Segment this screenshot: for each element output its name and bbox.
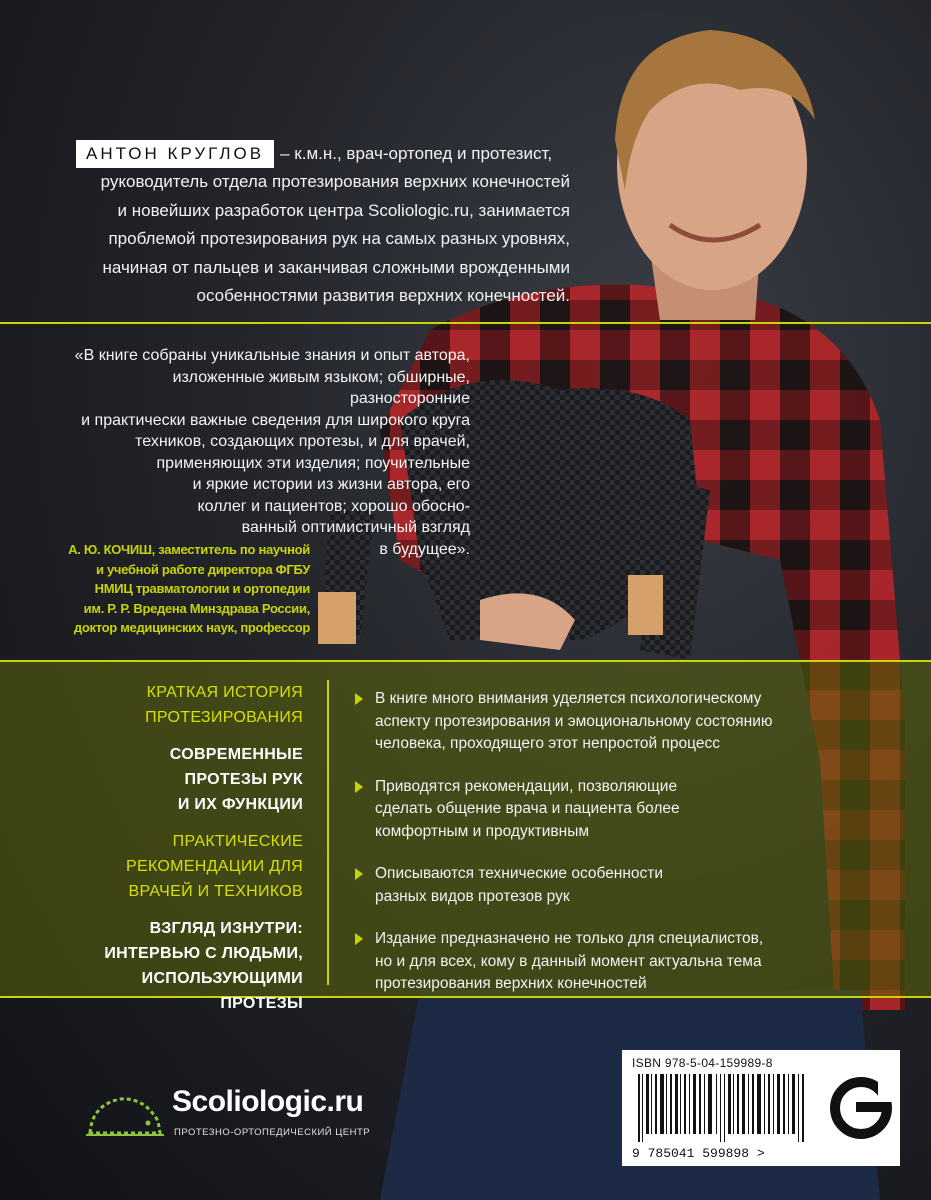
attribution-line: и учебной работе директора ФГБУ	[95, 561, 310, 577]
topic-line: ВЗГЛЯД ИЗНУТРИ:	[149, 920, 303, 937]
bullet-item	[355, 863, 805, 908]
quote-attribution	[60, 540, 310, 638]
quote-line: и практически важные сведения для широкого круга	[81, 411, 470, 429]
quote-line: в будущее».	[379, 540, 470, 558]
bullet-line: Описываются технические особенности	[375, 865, 664, 882]
author-bio	[60, 168, 570, 311]
topic-item	[60, 680, 303, 730]
bullet-item	[355, 688, 805, 756]
topic-line: РЕКОМЕНДАЦИИ ДЛЯ	[126, 858, 303, 875]
logo-name: Scoliologic.ru	[172, 1085, 364, 1118]
bullet-item	[355, 928, 805, 996]
bio-line: и новейших разработок центра Scoliologic.ru, занимается	[117, 200, 570, 220]
scoliologic-logo	[82, 1085, 371, 1150]
bullet-line: сделать общение врача и пациента более	[375, 800, 680, 817]
quote-line: применяющих эти изделия; поучительные	[156, 454, 470, 472]
topic-line: КРАТКАЯ ИСТОРИЯ	[146, 684, 303, 701]
isbn-block	[622, 1050, 900, 1166]
quote-line: и яркие истории из жизни автора, его	[192, 476, 470, 493]
barcode-digits: 9 785041 599898 >	[632, 1146, 765, 1161]
attribution-line: доктор медицинских наук, профессор	[73, 620, 310, 635]
triangle-bullet-icon	[355, 933, 363, 945]
bullet-line: но и для всех, кому в данный момент актуальна тема	[375, 952, 762, 970]
vertical-divider	[327, 680, 329, 985]
topic-item	[60, 742, 303, 817]
topic-line: ИНТЕРВЬЮ С ЛЮДЬМИ,	[104, 945, 303, 962]
triangle-bullet-icon	[355, 781, 363, 793]
feature-bullets	[355, 688, 805, 1016]
bullet-line: аспекту протезирования и эмоциональному состоянию	[375, 712, 773, 730]
author-credentials: – к.м.н., врач-ортопед и протезист,	[280, 144, 553, 163]
topic-line: ИСПОЛЬЗУЮЩИМИ ПРОТЕЗЫ	[141, 970, 303, 1012]
author-intro	[76, 140, 552, 168]
author-name: АНТОН КРУГЛОВ	[76, 140, 274, 168]
quote-line: коллег и пациентов; хорошо обосно-	[197, 497, 470, 515]
barcode-icon	[632, 1074, 822, 1142]
quote-line: изложенные живым языком; обширные, разносторонние	[172, 368, 470, 407]
topic-line: ПРОТЕЗЫ РУК	[184, 771, 303, 788]
topic-line: ПРОТЕЗИРОВАНИЯ	[145, 709, 303, 726]
bullet-line: человека, проходящего этот непростой процесс	[375, 735, 720, 752]
divider	[0, 322, 931, 324]
bullet-item	[355, 776, 805, 844]
attribution-line: им. Р. Р. Вредена Минздрава России,	[83, 600, 310, 616]
bullet-line: Издание предназначено не только для специалистов,	[375, 930, 764, 947]
attribution-line: НМИЦ травматологии и ортопедии	[94, 581, 310, 596]
bullet-line: протезирования верхних конечностей	[375, 975, 647, 992]
topic-line: СОВРЕМЕННЫЕ	[169, 746, 303, 763]
attribution-line: А. Ю. КОЧИШ, заместитель по научной	[68, 542, 310, 557]
quote-line: «В книге собраны уникальные знания и опыт автора,	[74, 347, 470, 364]
isbn-number: ISBN 978-5-04-159989-8	[632, 1056, 773, 1070]
bullet-line: разных видов протезов рук	[375, 887, 570, 905]
triangle-bullet-icon	[355, 868, 363, 880]
topics-list	[60, 680, 303, 1028]
review-quote	[60, 345, 470, 560]
logo-subtitle: ПРОТЕЗНО-ОРТОПЕДИЧЕСКИЙ ЦЕНТР	[174, 1127, 371, 1138]
quote-line: техников, создающих протезы, и для врачей,	[135, 433, 470, 450]
topic-line: И ИХ ФУНКЦИИ	[177, 796, 303, 813]
topic-line: ВРАЧЕЙ И ТЕХНИКОВ	[128, 883, 303, 900]
topic-item	[60, 829, 303, 904]
bullet-line: В книге много внимания уделяется психологическому	[375, 690, 762, 707]
bio-line: начиная от пальцев и заканчивая сложными врожденными	[102, 257, 570, 277]
bio-line: особенностями развития верхних конечностей.	[196, 286, 570, 305]
bullet-line: комфортным и продуктивным	[375, 822, 590, 840]
topic-item	[60, 916, 303, 1016]
topic-line: ПРАКТИЧЕСКИЕ	[172, 833, 303, 850]
eksmo-logo-icon	[830, 1062, 892, 1154]
bio-line: проблемой протезирования рук на самых разных уровнях,	[108, 229, 570, 248]
hedgehog-logo-icon	[82, 1085, 166, 1145]
bio-line: руководитель отдела протезирования верхних конечностей	[100, 172, 570, 191]
quote-line: ванный оптимистичный взгляд	[241, 519, 470, 536]
triangle-bullet-icon	[355, 693, 363, 705]
bullet-line: Приводятся рекомендации, позволяющие	[375, 777, 678, 795]
divider	[0, 660, 931, 662]
